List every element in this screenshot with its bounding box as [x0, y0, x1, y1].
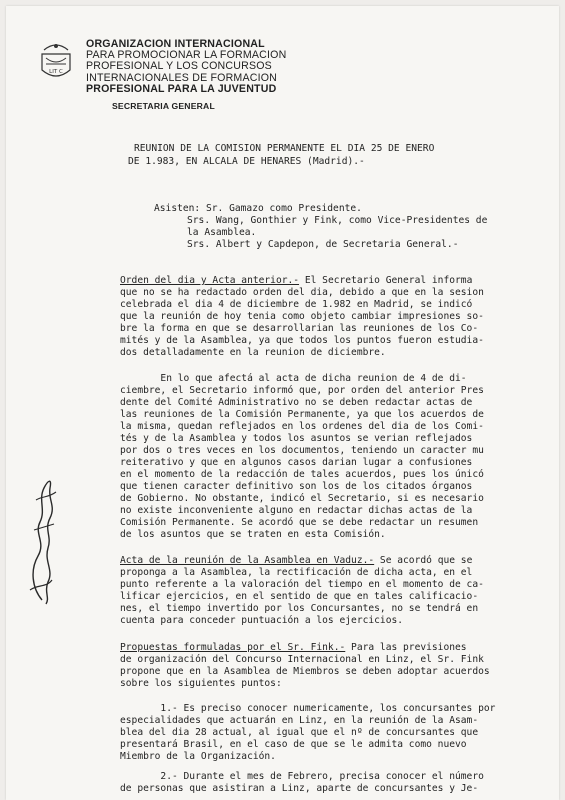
attendees-line: Srs. Albert y Capdepon, de Secretaria General.- [187, 239, 459, 250]
document-title-line: REUNION DE LA COMISION PERMANENTE EL DIA 25 DE ENERO [134, 143, 435, 154]
section-heading: Propuestas formuladas por el Sr. Fink.- [120, 642, 346, 653]
paragraph-line: de los asuntos que se traten en esta Comisión. [120, 529, 386, 540]
paragraph-line: mités y de la Asamblea, ya que todos los puntos fueron estudia- [120, 335, 484, 346]
paragraph-line: en el momento de la redacción de tales acuerdos, pues los únicó [120, 469, 484, 480]
paragraph-line: propone que en la Asamblea de Miembros se deben adoptar acuerdos [120, 666, 490, 677]
paragraph-line: Orden del dia y Acta anterior.- El Secretario General informa [120, 275, 473, 286]
department-label: SECRETARIA GENERAL [112, 101, 215, 111]
org-line: PARA PROMOCIONAR LA FORMACION [86, 49, 287, 62]
paragraph-line: dos detalladamente en la reunion de diciembre. [120, 347, 386, 358]
org-line: PROFESIONAL PARA LA JUVENTUD [86, 82, 277, 95]
organization-seal-icon [36, 40, 76, 84]
paragraph-line: 2.- Durante el mes de Febrero, precisa conocer el número [120, 771, 484, 782]
document-title-line: DE 1.983, EN ALCALA DE HENARES (Madrid).- [128, 156, 365, 167]
paragraph-line: de organización del Concurso Internacional en Linz, el Sr. Fink [120, 654, 484, 665]
paragraph-line: Acta de la reunión de la Asamblea en Vaduz.- Se acordó que se [120, 555, 473, 566]
paragraph-line: las reuniones de la Comisión Permanente, ya que los acuerdos de [120, 409, 484, 420]
paragraph-line: especialidades que actuarán en Linz, en la reunión de la Asam- [120, 715, 479, 726]
paragraph-line: por dos o tres veces en los documentos, teniendo un caracter mu [120, 445, 484, 456]
paragraph-line: punto referente a la valoración del tiempo en el momento de ca- [120, 579, 484, 590]
organization-name [86, 39, 286, 95]
paragraph-line: tés y de la Asamblea y todos los asuntos se verian reflejados [120, 433, 473, 444]
paragraph-line: bre la forma en que se desarrollarian las reuniones de los Co- [120, 323, 479, 334]
paragraph-line: ciembre, el Secretario informó que, por orden del anterior Pres [120, 385, 484, 396]
paragraph-line: de personas que asistiran a Linz, aparte de concursantes y Je- [120, 783, 479, 794]
paragraph-line: presentará Brasil, en el caso de que se le admita como nuevo [120, 739, 467, 750]
paragraph-line: blea del dia 28 actual, al igual que el nº de concursantes que [120, 727, 479, 738]
paragraph-line: celebrada el dia 4 de diciembre de 1.982 en Madrid, se indicó [120, 299, 473, 310]
paragraph-line: Propuestas formuladas por el Sr. Fink.- Para las previsiones [120, 642, 467, 653]
svg-text:LIT C: LIT C [49, 69, 63, 75]
paragraph-line: Comisión Permanente. Se acordó que se debe redactar un resumen [120, 517, 479, 528]
attendees-line: Srs. Wang, Gonthier y Fink, como Vice-Presidentes de [187, 215, 488, 226]
paragraph-line: de Gobierno. No obstante, indicó el Secretario, si es necesario [120, 493, 484, 504]
paragraph-line: no existe inconveniente alguno en redactar dichas actas de la [120, 505, 473, 516]
paragraph-line: la misma, quedan reflejados en los ordenes del dia de los Comi- [120, 421, 484, 432]
org-line: ORGANIZACION INTERNACIONAL [86, 38, 265, 50]
section-heading: Orden del dia y Acta anterior.- [120, 275, 300, 286]
attendees-line: Asisten: Sr. Gamazo como Presidente. [154, 203, 362, 214]
paragraph-line: Miembro de la Organización. [120, 751, 276, 762]
paragraph-line: nes, el tiempo invertido por los Concursantes, no se tendrá en [120, 603, 479, 614]
paragraph-line: En lo que afectá al acta de dicha reunion de 4 de di- [120, 373, 467, 384]
attendees-line: la Asamblea. [187, 227, 257, 238]
paragraph-line: que tienen caracter definitivo son los de los citados órganos [120, 481, 473, 492]
paragraph-line: reiterativo y que en algunos casos darian lugar a confusiones [120, 457, 473, 468]
org-line: PROFESIONAL Y LOS CONCURSOS [86, 60, 272, 73]
paragraph-line: lificar ejercicios, en el sentido de que en tales calificacio- [120, 591, 479, 602]
section-heading: Acta de la reunión de la Asamblea en Vaduz.- [120, 555, 375, 566]
paragraph-line: cuenta para conceder puntuación a los ejercicios. [120, 615, 404, 626]
org-line: INTERNACIONALES DE FORMACION [86, 71, 278, 84]
paragraph-line: 1.- Es preciso conocer numericamente, los concursantes por [120, 703, 496, 714]
paragraph-line: dente del Comité Administrativo no se deben redactar actas de [120, 397, 473, 408]
paragraph-line: proponga a la Asamblea, la rectificación de dicha acta, en el [120, 567, 473, 578]
paragraph-line: que no se ha redactado orden del dia, debido a que en la sesion [120, 287, 484, 298]
paragraph-line: sobre los siguientes puntos: [120, 678, 282, 689]
paragraph-line: que la reunión de hoy tenia como objeto cambiar impresiones so- [120, 311, 484, 322]
handwritten-signature [12, 470, 70, 610]
